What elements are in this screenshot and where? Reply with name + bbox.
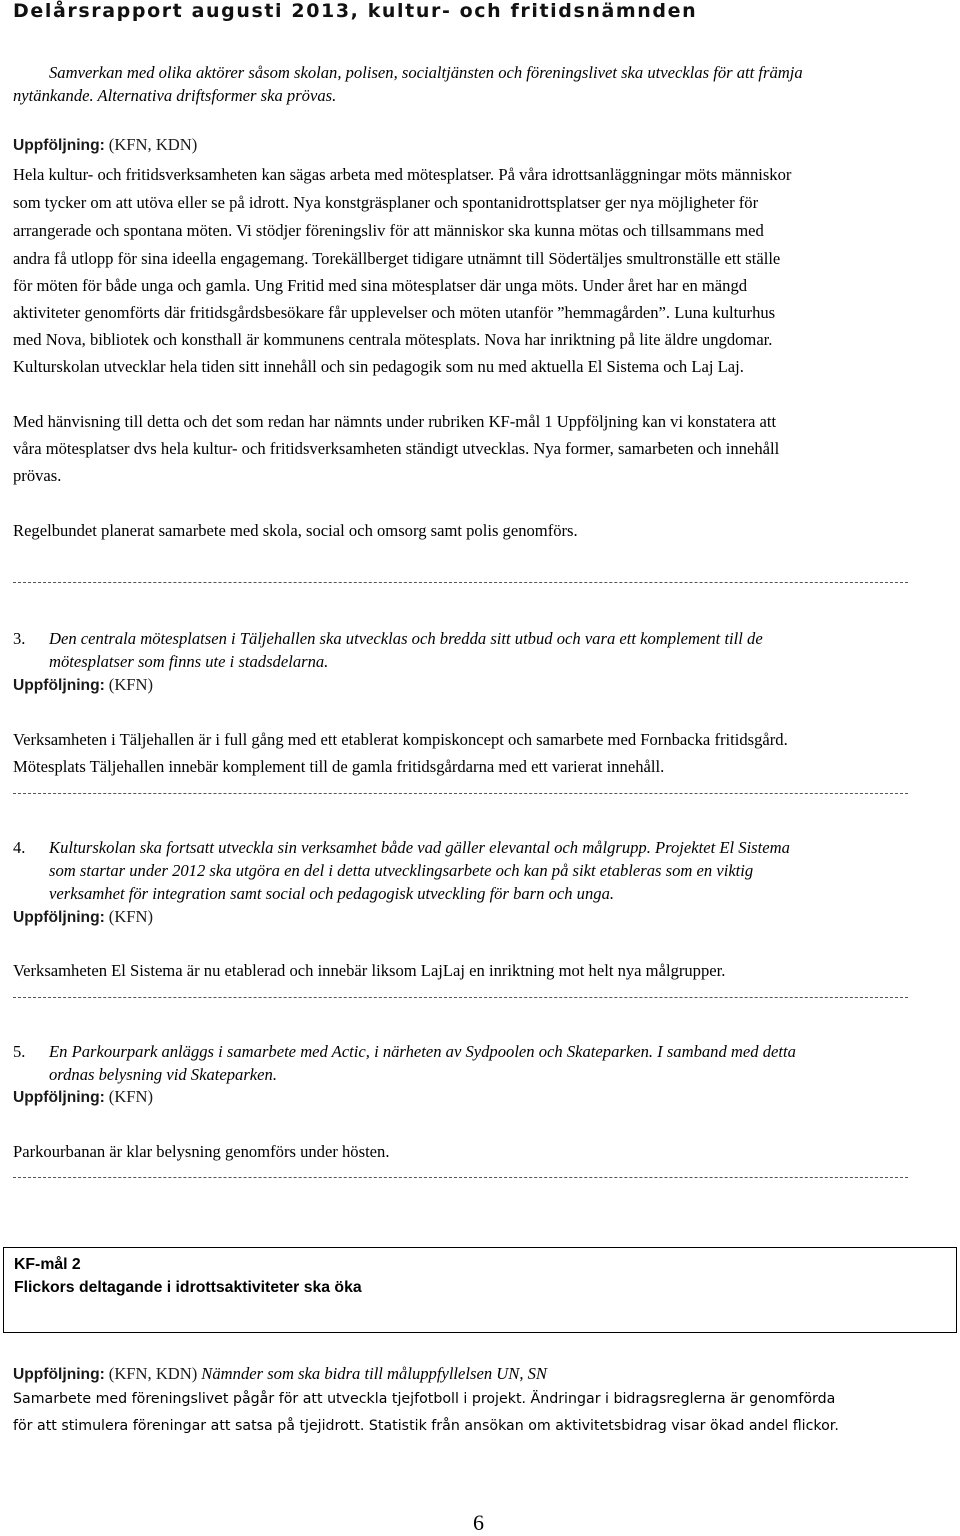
separator — [13, 997, 908, 998]
kf-goal-box — [3, 1247, 957, 1333]
para1-line-5: för möten för både unga och gamla. Ung Fritid med sina mötesplatser där unga möts. Under året har en mängd — [13, 276, 748, 295]
followup-label: Uppföljning: — [13, 1089, 105, 1106]
item-goal-line: verksamhet för integration samt social och pedagogisk utveckling för barn och unga. — [49, 884, 615, 903]
item-result-line: Verksamheten i Täljehallen är i full gång med ett etablerat kompiskoncept och samarbete med Fornbacka fritidsgård. — [13, 730, 788, 749]
followup-note: Nämnder som ska bidra till måluppfyllelsen UN, SN — [201, 1364, 547, 1383]
followup-label: Uppföljning: — [13, 909, 105, 926]
item-number: 4. — [13, 838, 26, 857]
followup-value: (KFN) — [108, 907, 154, 926]
followup-value: (KFN, KDN) — [108, 1364, 198, 1383]
intro-line-1: Samverkan med olika aktörer såsom skolan, polisen, socialtjänsten och föreningslivet ska utvecklas för att främja — [49, 63, 803, 82]
item-goal-line: ordnas belysning vid Skateparken. — [49, 1065, 277, 1084]
followup-final — [13, 1364, 547, 1384]
para1-line-7: med Nova, bibliotek och konsthall är kommunens centrala mötesplats. Nova har inriktning på lite äldre ungdomar. — [13, 330, 773, 349]
para2-line-2: våra mötesplatser dvs hela kultur- och fritidsverksamheten ständigt utvecklas. Nya former, samarbeten och innehåll — [13, 439, 780, 458]
followup-label: Uppföljning: — [13, 1366, 105, 1383]
para1-line-6: aktiviteter genomförts där fritidsgårdsbesökare får upplevelser och möten utanför ”hemmagården”. Luna kulturhus — [13, 303, 776, 322]
followup-label: Uppföljning: — [13, 677, 105, 694]
para2-line-3: prövas. — [13, 466, 62, 485]
kf-goal-title: KF-mål 2 — [14, 1256, 81, 1273]
final-para-line-2: för att stimulera föreningar att satsa på tjejidrott. Statistik från ansökan om aktivitetsbidrag visar ökad andel flickor. — [13, 1418, 839, 1434]
item-goal-line: Kulturskolan ska fortsatt utveckla sin verksamhet både vad gäller elevantal och målgrupp. Projektet El Sistema — [49, 838, 790, 857]
page-number: 6 — [473, 1510, 484, 1535]
page-header: Delårsrapport augusti 2013, kultur- och fritidsnämnden — [13, 0, 698, 22]
item-goal-line: som startar under 2012 ska utgöra en del i detta utvecklingsarbete och kan på sikt etableras som en viktig — [49, 861, 754, 880]
kf-goal-subtitle: Flickors deltagande i idrottsaktiviteter ska öka — [14, 1279, 362, 1296]
intro-line-2: nytänkande. Alternativa driftsformer ska prövas. — [13, 86, 337, 105]
para1-line-1: Hela kultur- och fritidsverksamheten kan sägas arbeta med mötesplatser. På våra idrottsanläggningar möts människor — [13, 165, 792, 184]
separator — [13, 582, 908, 583]
item-result-line: Verksamheten El Sistema är nu etablerad och innebär liksom LajLaj en inriktning mot helt nya målgrupper. — [13, 961, 726, 980]
item-goal-line: mötesplatser som finns ute i stadsdelarna. — [49, 652, 329, 671]
para1-line-2: som tycker om att utöva eller se på idrott. Nya konstgräsplaner och spontanidrottsplatser ger nya möjligheter för — [13, 193, 759, 212]
para3: Regelbundet planerat samarbete med skola, social och omsorg samt polis genomförs. — [13, 521, 578, 540]
separator — [13, 793, 908, 794]
para2-line-1: Med hänvisning till detta och det som redan har nämnts under rubriken KF-mål 1 Uppföljning kan vi konstatera att — [13, 412, 777, 431]
para1-line-4: andra få utlopp för sina ideella engagemang. Torekällberget tidigare utnämnt till Södertäljes smultronställe ett ställe — [13, 249, 781, 268]
item-result-line: Mötesplats Täljehallen innebär komplement till de gamla fritidsgårdarna med ett varierat innehåll. — [13, 757, 665, 776]
para1-line-3: arrangerade och spontana möten. Vi stödjer föreningsliv för att människor ska kunna mötas och tillsammans med — [13, 221, 764, 240]
item-followup — [13, 907, 153, 927]
item-followup — [13, 1087, 153, 1107]
followup-label: Uppföljning: — [13, 137, 105, 154]
final-para-line-1: Samarbete med föreningslivet pågår för att utveckla tjejfotboll i projekt. Ändringar i bidragsreglerna är genomförda — [13, 1391, 836, 1407]
item-followup — [13, 675, 153, 695]
followup-value: (KFN) — [108, 1087, 154, 1106]
item-number: 3. — [13, 629, 26, 648]
item-goal-line: Den centrala mötesplatsen i Täljehallen ska utvecklas och bredda sitt utbud och vara ett komplement till de — [49, 629, 763, 648]
followup-1 — [13, 135, 197, 155]
item-goal-line: En Parkourpark anläggs i samarbete med Actic, i närheten av Sydpoolen och Skateparken. I samband med detta — [49, 1042, 796, 1061]
item-result-line: Parkourbanan är klar belysning genomförs under hösten. — [13, 1142, 390, 1161]
para1-line-8: Kulturskolan utvecklar hela tiden sitt innehåll och sin pedagogik som nu med aktuella El Sistema och Laj Laj. — [13, 357, 744, 376]
separator — [13, 1177, 908, 1178]
followup-value: (KFN, KDN) — [108, 135, 198, 154]
followup-value: (KFN) — [108, 675, 154, 694]
item-number: 5. — [13, 1042, 26, 1061]
